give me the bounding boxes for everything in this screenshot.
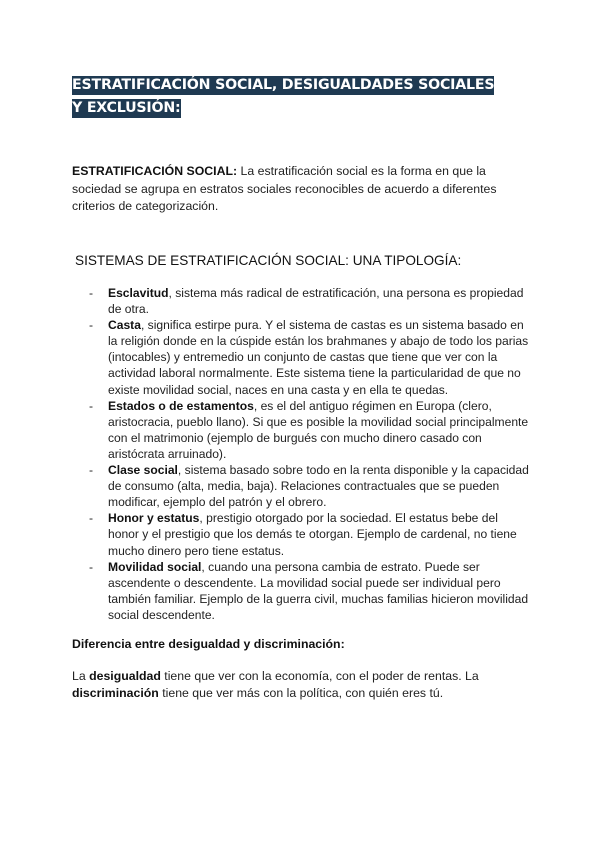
desigualdad-term: desigualdad [89, 669, 161, 683]
list-item-term: Casta [108, 318, 141, 333]
difference-text-middle: tiene que ver con la economía, con el poder de rentas. La [160, 669, 479, 683]
list-item-text: , sistema basado sobre todo en la renta disponible y la capacidad de consumo (alta, media, baja). Relaciones contractuales que se pueden modificar, ejemplo del patrón y el obrero. [108, 463, 529, 510]
list-item-text: , sistema más radical de estratificación, una persona es propiedad de otra. [108, 286, 524, 317]
list-item-term: Honor y estatus [108, 511, 200, 526]
list-bullet: - [89, 318, 94, 333]
page-title [72, 74, 502, 120]
difference-paragraph [72, 668, 527, 702]
list-item-term: Movilidad social [108, 559, 202, 574]
difference-text-start: La [72, 669, 90, 683]
list-bullet: - [89, 398, 94, 413]
page-title-highlight: ESTRATIFICACIÓN SOCIAL, DESIGUALDADES SOCIALES Y EXCLUSIÓN: [72, 77, 495, 116]
list-item [86, 398, 531, 462]
intro-paragraph [72, 163, 527, 216]
section-heading: SISTEMAS DE ESTRATIFICACIÓN SOCIAL: UNA TIPOLOGÍA: [75, 253, 462, 268]
intro-term: ESTRATIFICACIÓN SOCIAL: [72, 164, 238, 178]
list-bullet: - [89, 511, 94, 526]
list-item-term: Clase social [108, 463, 178, 478]
difference-text-end: tiene que ver más con la política, con quién eres tú. [158, 686, 444, 700]
stratification-list [86, 285, 531, 623]
intro-text: La estratificación social es la forma en que la sociedad se agrupa en estratos sociales reconocibles de acuerdo a diferentes criterios de categorización. [72, 164, 497, 213]
list-item [86, 510, 531, 558]
difference-heading: Diferencia entre desigualdad y discriminación: [72, 637, 345, 651]
discriminacion-term: discriminación [72, 686, 159, 700]
list-item-text: , prestigio otorgado por la sociedad. El estatus bebe del honor y el prestigio que los demás te otorgan. Ejemplo de cardenal, no tiene mucho dinero pero tiene estatus. [108, 511, 517, 558]
list-item-text: , cuando una persona cambia de estrato. Puede ser ascendente o descendente. La movilidad social puede ser individual pero también familiar. Ejemplo de la guerra civil, muchas familias hicieron movilidad social descendente. [108, 559, 529, 622]
list-bullet: - [89, 286, 94, 300]
list-item-text: , es el del antiguo régimen en Europa (clero, aristocracia, pueblo llano). Si que es posible la movilidad social principalmente con el matrimonio (ejemplo de burgués con mucho dinero casado con aristócrata arruinado). [108, 398, 529, 461]
list-item [86, 462, 531, 510]
list-item-text: , significa estirpe pura. Y el sistema de castas es un sistema basado en la religión donde en la cúspide están los brahmanes y abajo de todo los parias (intocables) y entremedio un conjunto de castas que tiene que ver con la actividad laboral normalmente. Este sistema tiene la particularidad de que no existe movilidad social, naces en una casta y en ella te quedas. [108, 318, 529, 397]
list-item-term: Esclavitud [108, 286, 169, 300]
list-item-term: Estados o de estamentos [108, 398, 254, 413]
list-item [86, 559, 531, 623]
list-bullet: - [89, 559, 94, 574]
list-bullet: - [89, 463, 94, 478]
list-item [86, 285, 531, 317]
list-item [86, 317, 531, 397]
